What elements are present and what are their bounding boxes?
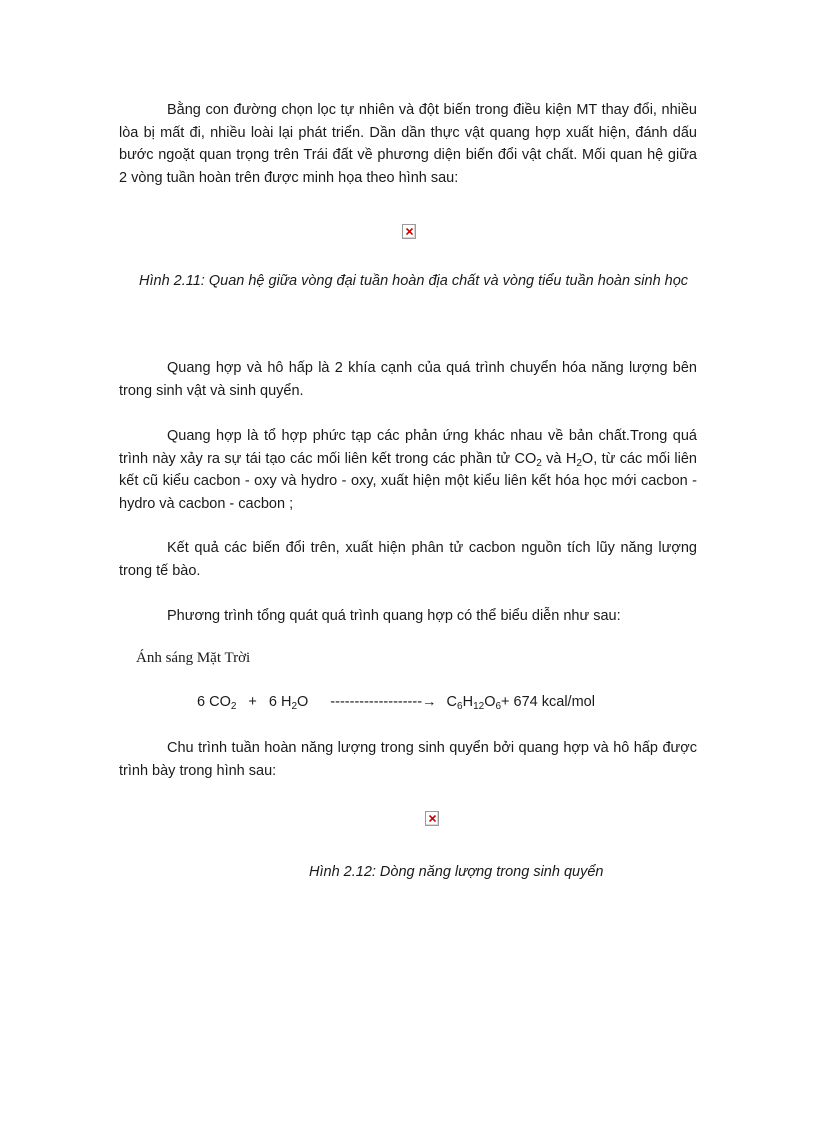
reactant-h2o: 6 $H_2O$ [268,694,309,712]
product-glucose: $C_6H_{12}O_6$ [446,694,502,712]
paragraph-selection: Bằng con đường chọn lọc tự nhiên và đột biến trong điều kiện MT thay đổi, nhiều lòa bị mất đi, nhiều loài lại phát triển. Dần dần thực vật quang hợp xuất hiện, đánh dấu bước ngoặt quan trọng trên Trái đất về phương diện biến đổi vật chất. Mối quan hệ giữa 2 vòng tuần hoàn trên được minh họa theo hình sau: [119,102,697,186]
figure-caption-2-12: Hình 2.12: Dòng năng lượng trong sinh quyển [309,864,604,880]
figure-caption-2-11: Hình 2.11: Quan hệ giữa vòng đại tuần hoàn địa chất và vòng tiểu tuần hoàn sinh học [139,273,689,289]
equation-condition: Ánh sáng Mặt Trời [136,650,251,666]
energy-term: + 674 kcal/mol [501,694,595,710]
p3-text-3: O, từ các mối liên kết cũ kiểu cacbon - oxy và hydro - oxy, xuất hiện một kiểu liên kết hóa học mới cacbon - hydro và cacbon - cacbon ; [119,450,697,512]
p3-sub-2: 2 [576,457,582,469]
paragraph-result: Kết quả các biến đổi trên, xuất hiện phân tử cacbon nguồn tích lũy năng lượng trong tế bào. [119,540,697,579]
close-x-icon [406,228,413,235]
photosynthesis-equation [197,694,595,710]
broken-image-icon [425,811,439,826]
close-x-icon [429,815,436,822]
paragraph-equation-intro: Phương trình tổng quát quá trình quang hợp có thể biểu diễn như sau: [167,608,621,624]
reaction-arrow: -------------------→ [330,694,437,710]
p3-text-2: và H [541,450,577,467]
paragraph-photosynthesis-definition [119,425,697,515]
reactant-co2: 6 $CO_2$ [197,694,237,712]
paragraph-energy-cycle: Chu trình tuần hoàn năng lượng trong sinh quyển bởi quang hợp và hô hấp được trình bày trong hình sau: [119,740,697,779]
equation-plus: + [248,694,257,710]
broken-image-icon [402,224,416,239]
p3-text-1: Quang hợp là tổ hợp phức tạp các phản ứng khác nhau về bản chất.Trong quá trình này xảy ra sự tái tạo các mối liên kết trong các phần tử CO [119,428,697,467]
p3-sub-1: 2 [536,457,542,469]
paragraph-photosynthesis-respiration: Quang hợp và hô hấp là 2 khía cạnh của quá trình chuyển hóa năng lượng bên trong sinh vật và sinh quyển. [119,360,697,399]
